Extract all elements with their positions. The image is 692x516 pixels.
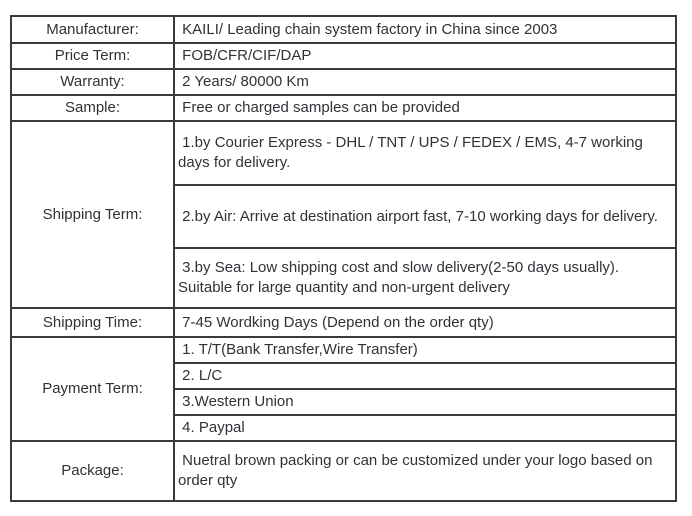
- shipping-term-item-courier: 1.by Courier Express - DHL / TNT / UPS / FEDEX / EMS, 4-7 working days for delivery.: [174, 121, 676, 185]
- payment-term-item-tt: 1. T/T(Bank Transfer,Wire Transfer): [174, 337, 676, 363]
- payment-term-item-paypal: 4. Paypal: [174, 415, 676, 441]
- table-row: [11, 43, 676, 69]
- table-row: [11, 441, 676, 501]
- table-row: [11, 337, 676, 363]
- payment-term-item-western-union: 3.Western Union: [174, 389, 676, 415]
- row-label-shipping-term: Shipping Term:: [11, 121, 174, 308]
- row-value-sample: Free or charged samples can be provided: [174, 95, 676, 121]
- shipping-term-item-sea: 3.by Sea: Low shipping cost and slow delivery(2-50 days usually). Suitable for large quantity and non-urgent delivery: [174, 248, 676, 308]
- table-row: [11, 95, 676, 121]
- row-value-price-term: FOB/CFR/CIF/DAP: [174, 43, 676, 69]
- row-value-warranty: 2 Years/ 80000 Km: [174, 69, 676, 95]
- row-value-manufacturer: KAILI/ Leading chain system factory in China since 2003: [174, 16, 676, 43]
- row-label-package: Package:: [11, 441, 174, 501]
- table-row: [11, 308, 676, 337]
- shipping-term-item-air: 2.by Air: Arrive at destination airport fast, 7-10 working days for delivery.: [174, 185, 676, 248]
- row-label-price-term: Price Term:: [11, 43, 174, 69]
- row-label-warranty: Warranty:: [11, 69, 174, 95]
- row-label-shipping-time: Shipping Time:: [11, 308, 174, 337]
- row-label-manufacturer: Manufacturer:: [11, 16, 174, 43]
- row-label-payment-term: Payment Term:: [11, 337, 174, 441]
- row-value-shipping-time: 7-45 Wordking Days (Depend on the order qty): [174, 308, 676, 337]
- row-label-sample: Sample:: [11, 95, 174, 121]
- table-row: [11, 16, 676, 43]
- row-value-package: Nuetral brown packing or can be customized under your logo based on order qty: [174, 441, 676, 501]
- product-info-table: [10, 15, 677, 502]
- table-row: [11, 121, 676, 185]
- payment-term-item-lc: 2. L/C: [174, 363, 676, 389]
- table-row: [11, 69, 676, 95]
